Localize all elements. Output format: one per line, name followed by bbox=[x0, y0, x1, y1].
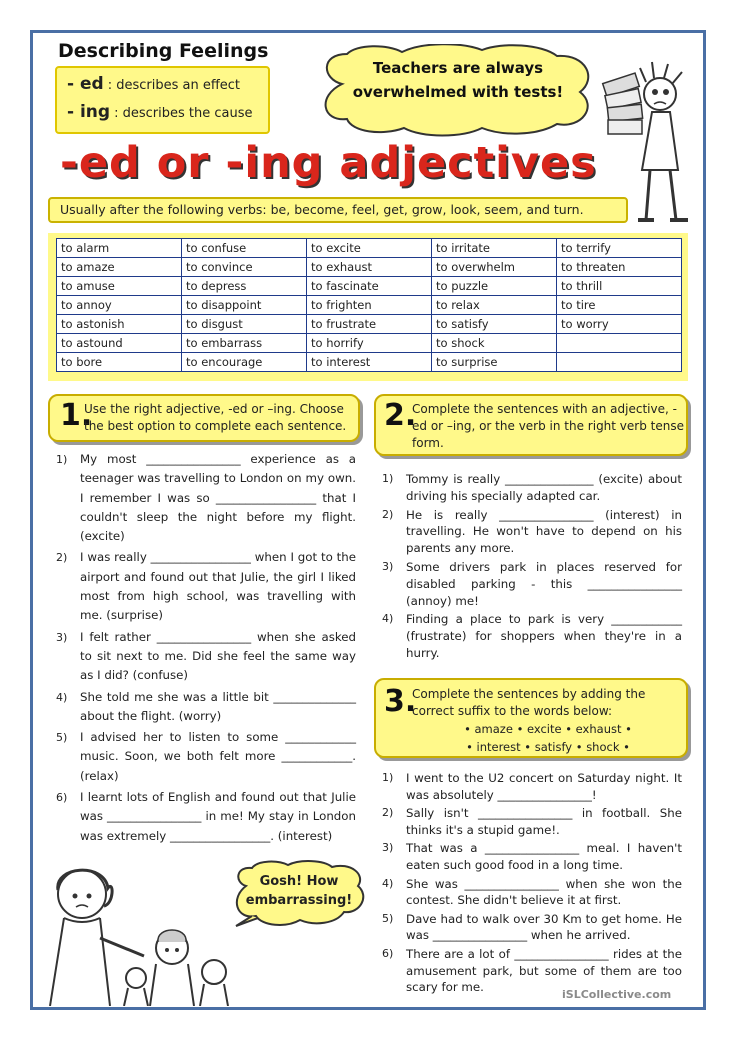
exercise-item bbox=[382, 471, 682, 505]
item-number: 1) bbox=[382, 771, 394, 784]
exercise-item bbox=[56, 688, 356, 727]
verb-cell: to embarrass bbox=[182, 334, 307, 353]
embarrassed-parent-illustration bbox=[44, 860, 234, 1006]
exercise-number: 1. bbox=[60, 398, 93, 433]
verb-cell: to fascinate bbox=[307, 277, 432, 296]
verb-cell bbox=[557, 353, 682, 372]
exercise-item bbox=[56, 450, 356, 546]
item-number: 1) bbox=[56, 453, 68, 466]
verb-cell: to astonish bbox=[57, 315, 182, 334]
item-number: 5) bbox=[382, 911, 394, 925]
exercise-3-list bbox=[382, 770, 682, 998]
verb-cell: to thrill bbox=[557, 277, 682, 296]
exercise-instruction: Complete the sentences by adding the correct suffix to the words below: bbox=[412, 687, 646, 718]
exercise-item bbox=[382, 805, 682, 838]
verb-cell: to disappoint bbox=[182, 296, 307, 315]
definition-text: : describes an effect bbox=[107, 78, 241, 93]
exercise-item bbox=[382, 840, 682, 873]
verb-table-row bbox=[57, 353, 682, 372]
item-number: 3) bbox=[56, 630, 68, 644]
verb-cell: to irritate bbox=[432, 239, 557, 258]
item-number: 5) bbox=[56, 731, 68, 745]
verb-cell: to excite bbox=[307, 239, 432, 258]
exercise-instruction: Complete the sentences with an adjective, -ed or –ing, or the verb in the right verb tense form. bbox=[412, 402, 684, 450]
item-sentence: I was really _________________ when I got to the airport and found out that Julie, the girl I liked most from high school, was travelling with me. (surprise) bbox=[80, 550, 356, 623]
verb-cell: to bore bbox=[57, 353, 182, 372]
word-bank bbox=[412, 720, 684, 756]
item-sentence: Sally isn't ________________ in football. She thinks it's a stupid game!. bbox=[406, 806, 682, 837]
verb-cell: to overwhelm bbox=[432, 258, 557, 277]
verb-cell: to relax bbox=[432, 296, 557, 315]
item-number: 2) bbox=[56, 551, 68, 565]
item-sentence: Some drivers park in places reserved for disabled parking - this ________________ (annoy) me! bbox=[406, 559, 682, 608]
item-sentence: That was a ________________ meal. I haven't eaten such good food in a long time. bbox=[406, 841, 682, 872]
exercise-item bbox=[56, 728, 356, 786]
teacher-bubble-text bbox=[340, 56, 576, 104]
exercise-item bbox=[56, 788, 356, 846]
item-number: 1) bbox=[382, 472, 394, 485]
verb-table-row bbox=[57, 315, 682, 334]
word-bank-line: • amaze • excite • exhaust • bbox=[464, 722, 632, 736]
main-title: -ed or -ing adjectives bbox=[60, 138, 597, 188]
verb-cell: to shock bbox=[432, 334, 557, 353]
verb-cell: to exhaust bbox=[307, 258, 432, 277]
exercise-item bbox=[56, 548, 356, 625]
definition-text: : describes the cause bbox=[114, 106, 253, 121]
worksheet-subtitle: Describing Feelings bbox=[58, 40, 269, 62]
word-bank-line: • interest • satisfy • shock • bbox=[466, 740, 630, 754]
item-sentence: She told me she was a little bit ______________ about the flight. (worry) bbox=[80, 689, 356, 723]
verb-cell: to astound bbox=[57, 334, 182, 353]
teacher-bubble-line: overwhelmed with tests! bbox=[352, 83, 564, 101]
verb-cell: to convince bbox=[182, 258, 307, 277]
verb-table-row bbox=[57, 258, 682, 277]
verb-cell: to annoy bbox=[57, 296, 182, 315]
item-sentence: Dave had to walk over 30 Km to get home. He was ________________ when he arrived. bbox=[406, 911, 682, 943]
item-number: 4) bbox=[382, 876, 394, 890]
verb-table-row bbox=[57, 277, 682, 296]
verb-cell: to depress bbox=[182, 277, 307, 296]
item-sentence: There are a lot of ________________ rides at the amusement park, but some of them are too scary for me. bbox=[406, 946, 682, 995]
item-number: 3) bbox=[382, 559, 394, 573]
item-sentence: I advised her to listen to some ____________ music. Soon, we both felt more ____________. (relax) bbox=[80, 730, 356, 783]
verbs-note: Usually after the following verbs: be, become, feel, get, grow, look, seem, and turn. bbox=[48, 197, 628, 223]
item-sentence: I learnt lots of English and found out that Julie was ________________ in me! My stay in London was extremely _________________. (interest) bbox=[80, 790, 356, 843]
item-number: 6) bbox=[382, 946, 394, 960]
verb-cell bbox=[557, 334, 682, 353]
definition-key: - ed bbox=[67, 74, 104, 94]
item-number: 2) bbox=[382, 806, 394, 820]
definitions-box bbox=[55, 66, 270, 134]
gosh-bubble-text bbox=[244, 872, 354, 910]
exercise-item bbox=[382, 559, 682, 609]
verb-cell: to frustrate bbox=[307, 315, 432, 334]
verb-cell: to puzzle bbox=[432, 277, 557, 296]
item-sentence: Tommy is really _______________ (excite) about driving his specially adapted car. bbox=[406, 472, 682, 503]
exercise-2-header bbox=[374, 394, 688, 456]
exercise-item bbox=[382, 911, 682, 944]
item-sentence: He is really ________________ (interest) in travelling. He won't have to depend on his parents any more. bbox=[406, 507, 682, 556]
watermark: iSLCollective.com bbox=[562, 988, 672, 1001]
verb-cell: to horrify bbox=[307, 334, 432, 353]
exercise-item bbox=[382, 876, 682, 909]
definition-ed bbox=[67, 74, 258, 102]
exercise-number: 2. bbox=[384, 398, 417, 433]
exercise-1-list bbox=[56, 450, 356, 848]
verb-cell: to satisfy bbox=[432, 315, 557, 334]
exercise-item bbox=[382, 770, 682, 803]
exercise-2-list bbox=[382, 471, 682, 664]
verb-cell: to frighten bbox=[307, 296, 432, 315]
verb-table bbox=[56, 238, 682, 372]
verb-cell: to threaten bbox=[557, 258, 682, 277]
item-number: 6) bbox=[56, 791, 68, 805]
verb-cell: to tire bbox=[557, 296, 682, 315]
verb-table-row bbox=[57, 296, 682, 315]
verb-table-row bbox=[57, 239, 682, 258]
item-number: 4) bbox=[56, 690, 68, 704]
verb-table-panel bbox=[48, 233, 688, 381]
verb-cell: to encourage bbox=[182, 353, 307, 372]
exercise-item bbox=[382, 507, 682, 557]
gosh-bubble-line: embarrassing! bbox=[245, 893, 353, 908]
definition-ing bbox=[67, 102, 258, 130]
verb-cell: to disgust bbox=[182, 315, 307, 334]
item-sentence: Finding a place to park is very ____________ (frustrate) for shoppers when they're in a hurry. bbox=[406, 612, 682, 660]
verb-cell: to worry bbox=[557, 315, 682, 334]
item-number: 3) bbox=[382, 841, 394, 855]
exercise-item bbox=[56, 628, 356, 686]
exercise-3-header bbox=[374, 678, 688, 758]
exercise-1-header bbox=[48, 394, 360, 442]
item-number: 2) bbox=[382, 507, 394, 521]
exercise-instruction: Use the right adjective, -ed or –ing. Choose the best option to complete each sentence. bbox=[84, 402, 347, 433]
verb-cell: to interest bbox=[307, 353, 432, 372]
verb-cell: to amaze bbox=[57, 258, 182, 277]
item-sentence: I felt rather ________________ when she asked to sit next to me. Did she feel the same way as I did? (confuse) bbox=[80, 629, 356, 683]
verb-cell: to amuse bbox=[57, 277, 182, 296]
exercise-item bbox=[382, 611, 682, 661]
item-sentence: My most ________________ experience as a teenager was travelling to London on my own. I remember I was so _________________ that I couldn't sleep the night before my flight. (excite) bbox=[80, 452, 356, 544]
gosh-bubble-line: Gosh! How bbox=[259, 874, 339, 889]
item-number: 4) bbox=[382, 612, 394, 626]
definition-key: - ing bbox=[67, 102, 111, 122]
exercise-number: 3. bbox=[384, 684, 417, 719]
verb-cell: to terrify bbox=[557, 239, 682, 258]
verb-cell: to confuse bbox=[182, 239, 307, 258]
item-sentence: I went to the U2 concert on Saturday night. It was absolutely ________________! bbox=[406, 771, 682, 802]
item-sentence: She was ________________ when she won the contest. She didn't believe it at first. bbox=[406, 876, 682, 908]
verb-table-row bbox=[57, 334, 682, 353]
verb-cell: to surprise bbox=[432, 353, 557, 372]
verb-cell: to alarm bbox=[57, 239, 182, 258]
teacher-bubble-line: Teachers are always bbox=[372, 59, 544, 77]
